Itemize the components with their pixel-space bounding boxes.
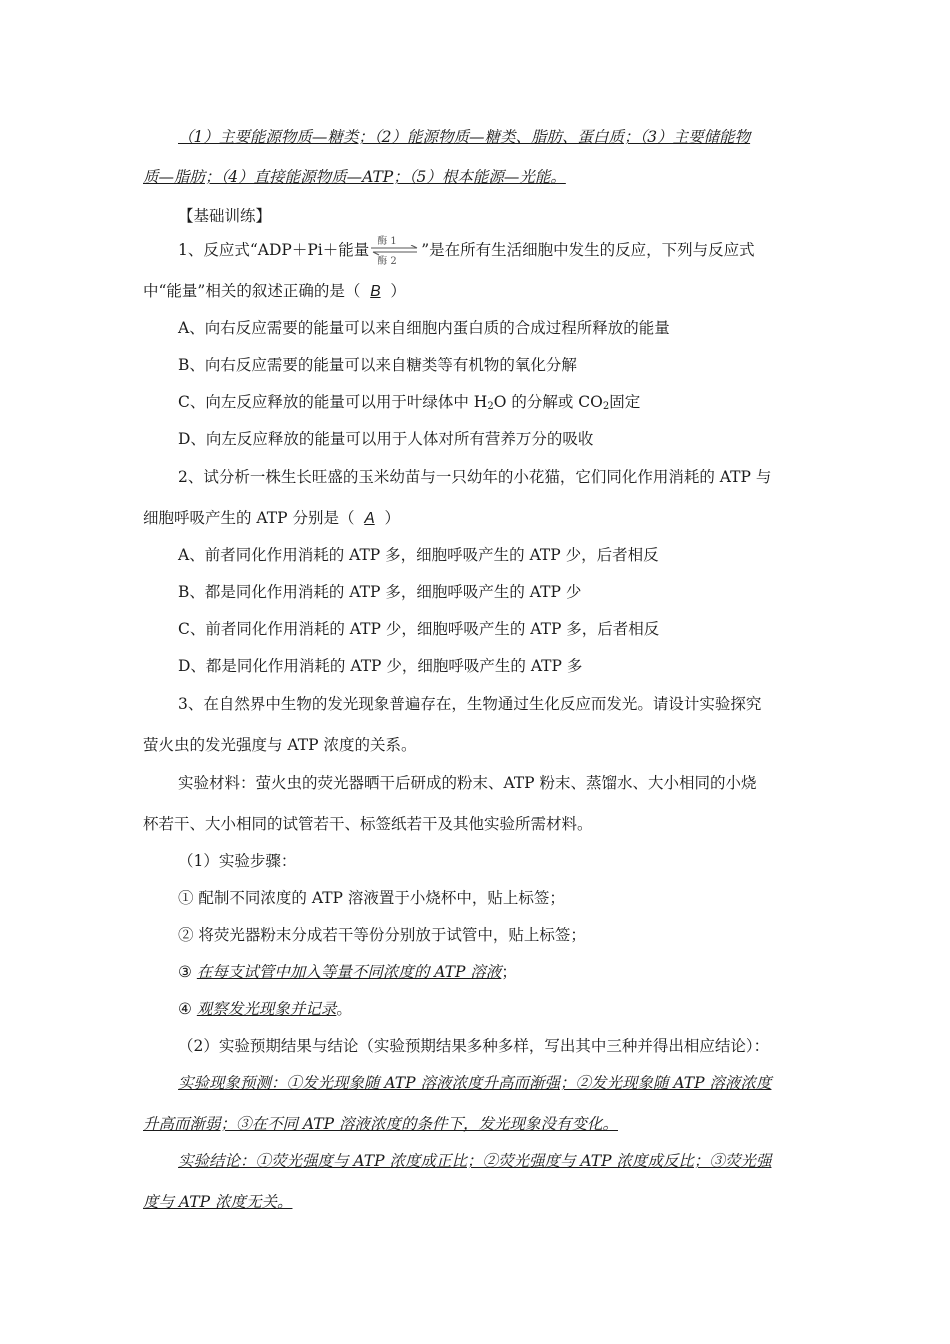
reversible-reaction-arrow (369, 236, 421, 267)
q1-stem-line-1 (178, 236, 846, 267)
intro-line-2: 质—脂肪；（4）直接能源物质—ATP；（5）根本能源—光能。 (143, 168, 566, 186)
q3-step-4 (178, 999, 846, 1019)
q1-option-c-sub1: 2 (487, 401, 494, 412)
q1-option-a: A、向右反应需要的能量可以来自细胞内蛋白质的合成过程所释放的能量 (178, 319, 670, 337)
q3-stem-line-2: 萤火虫的发光强度与 ATP 浓度的关系。 (143, 736, 417, 754)
q2-option-b: B、都是同化作用消耗的 ATP 多，细胞呼吸产生的 ATP 少 (178, 583, 582, 601)
q1-stem-d: ） (390, 282, 406, 300)
q3-materials-line-1: 实验材料：萤火虫的荧光器晒干后研成的粉末、ATP 粉末、蒸馏水、大小相同的小烧 (178, 774, 757, 792)
q3-step-4-answer: 观察发光现象并记录 (196, 1000, 337, 1018)
q3-result-title: （2）实验预期结果与结论（实验预期结果多种多样，写出其中三种并得出相应结论）： (178, 1037, 770, 1055)
q3-step-3 (178, 962, 846, 982)
q3-materials-line-2: 杯若干、大小相同的试管若干、标签纸若干及其他实验所需材料。 (143, 815, 593, 833)
q3-step-3-num: ③ (178, 963, 197, 981)
q2-answer: A (364, 510, 375, 527)
q1-stem-line-2 (143, 281, 811, 302)
q1-option-c-a: C、向左反应释放的能量可以用于叶绿体中 H (178, 393, 488, 411)
q3-step-3-end: ； (501, 963, 517, 981)
q1-option-d: D、向左反应释放的能量可以用于人体对所有营养万分的吸收 (178, 430, 594, 448)
q1-stem-c: 中“能量”相关的叙述正确的是（ (143, 282, 361, 300)
q1-stem-a: 1、反应式“ADP＋Pi＋能量 (178, 241, 370, 259)
q1-option-c-sub2: 2 (602, 401, 610, 412)
q1-option-b: B、向右反应需要的能量可以来自糖类等有机物的氧化分解 (178, 356, 577, 374)
q3-step-1: ① 配制不同浓度的 ATP 溶液置于小烧杯中，贴上标签； (178, 889, 565, 907)
q2-option-c: C、前者同化作用消耗的 ATP 少，细胞呼吸产生的 ATP 多，后者相反 (178, 620, 660, 638)
q3-prediction-line-1: 实验现象预测：①发光现象随 ATP 溶液浓度升高而渐强；②发光现象随 ATP 溶液浓度 (178, 1074, 772, 1092)
q1-option-c-c: 固定 (609, 393, 641, 411)
q3-step-4-num: ④ (178, 1000, 197, 1018)
q1-answer: B (370, 283, 381, 300)
q1-option-c (178, 392, 846, 417)
q2-option-d: D、都是同化作用消耗的 ATP 少，细胞呼吸产生的 ATP 多 (178, 657, 583, 675)
q2-stem-b: 细胞呼吸产生的 ATP 分别是（ (143, 509, 355, 527)
intro-line-1: （1）主要能源物质—糖类；（2）能源物质—糖类、脂肪、蛋白质；（3）主要储能物 (178, 128, 751, 146)
q3-step-2: ② 将荧光器粉末分成若干等份分别放于试管中，贴上标签； (178, 926, 586, 944)
q3-steps-title: （1）实验步骤： (178, 852, 297, 870)
q2-stem-c: ） (384, 509, 401, 527)
section-title: 【基础训练】 (178, 207, 272, 225)
enzyme-1-label: 酶 1 (377, 236, 397, 247)
q3-conclusion-line-2: 度与 ATP 浓度无关。 (143, 1193, 293, 1211)
q3-conclusion-line-1: 实验结论：①荧光强度与 ATP 浓度成正比；②荧光强度与 ATP 浓度成反比；③荧光强 (178, 1152, 772, 1170)
q3-step-4-end: 。 (336, 1000, 352, 1018)
q2-option-a: A、前者同化作用消耗的 ATP 多，细胞呼吸产生的 ATP 少，后者相反 (178, 546, 659, 564)
q1-stem-b: ”是在所有生活细胞中发生的反应，下列与反应式 (421, 241, 755, 259)
enzyme-2-label: 酶 2 (377, 256, 397, 267)
q3-prediction-line-2: 升高而渐弱；③在不同 ATP 溶液浓度的条件下，发光现象没有变化。 (143, 1115, 618, 1133)
q3-step-3-answer: 在每支试管中加入等量不同浓度的 ATP 溶液 (196, 963, 502, 981)
q2-stem-line-2 (143, 508, 811, 529)
q1-option-c-b: O 的分解或 CO (493, 393, 603, 411)
q3-stem-line-1: 3、在自然界中生物的发光现象普遍存在，生物通过生化反应而发光。请设计实验探究 (178, 695, 762, 713)
q2-stem-line-1: 2、试分析一株生长旺盛的玉米幼苗与一只幼年的小花猫，它们同化作用消耗的 ATP 与 (178, 468, 772, 486)
